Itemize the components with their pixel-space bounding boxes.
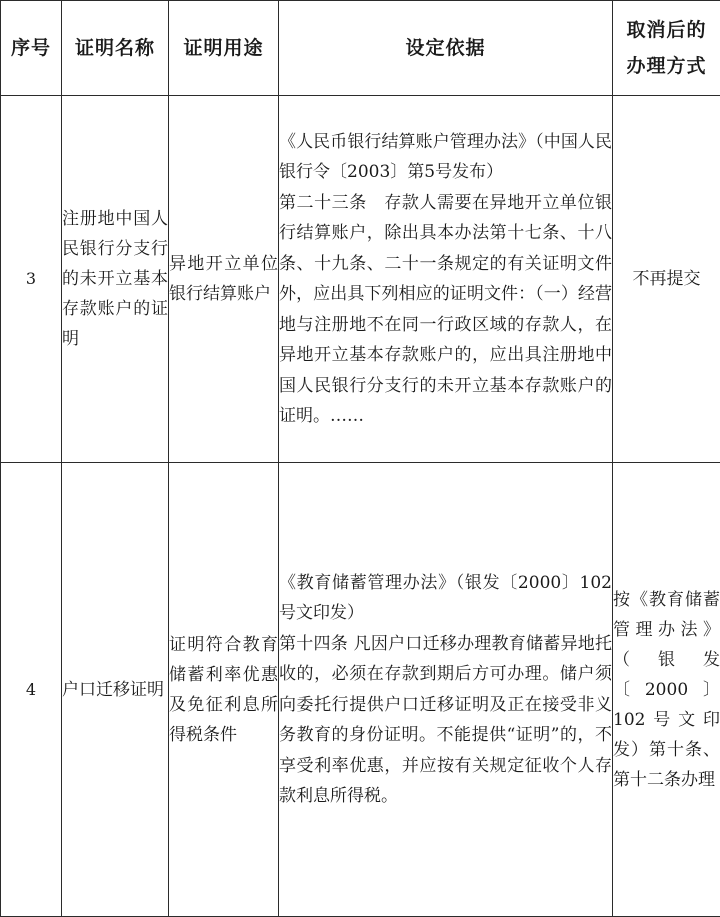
row-after: 不再提交 bbox=[613, 96, 720, 463]
table-row bbox=[1, 463, 720, 917]
header-after-line2: 办理方式 bbox=[613, 48, 720, 84]
header-basis: 设定依据 bbox=[279, 1, 613, 96]
row-seq: 4 bbox=[1, 463, 62, 917]
basis-article: 第二十三条 存款人需要在异地开立单位银行结算账户，除出具本办法第十七条、十八条、十九条、二十一条规定的有关证明文件外，应出具下列相应的证明文件：（一）经营地与注册地不在同一行政区域的存款人，在异地开立基本存款账户的，应出具注册地中国人民银行分支行的未开立基本存款账户的证明。…… bbox=[279, 188, 612, 432]
basis-source: 《教育储蓄管理办法》（银发〔2000〕102号文印发） bbox=[279, 568, 612, 629]
basis-source: 《人民币银行结算账户管理办法》（中国人民银行令〔2003〕第5号发布） bbox=[279, 127, 612, 188]
header-seq: 序号 bbox=[1, 1, 62, 96]
row-basis bbox=[279, 463, 613, 917]
row-cert-use: 异地开立单位银行结算账户 bbox=[169, 96, 279, 463]
row-cert-name: 注册地中国人民银行分支行的未开立基本存款账户的证明 bbox=[62, 96, 169, 463]
table-header-row bbox=[1, 1, 720, 96]
row-seq: 3 bbox=[1, 96, 62, 463]
header-after-line1: 取消后的 bbox=[613, 12, 720, 48]
header-after bbox=[613, 1, 720, 96]
header-use: 证明用途 bbox=[169, 1, 279, 96]
row-cert-use: 证明符合教育储蓄利率优惠及免征利息所得税条件 bbox=[169, 463, 279, 917]
row-cert-name: 户口迁移证明 bbox=[62, 463, 169, 917]
basis-article: 第十四条 凡因户口迁移办理教育储蓄异地托收的，必须在存款到期后方可办理。储户须向委托行提供户口迁移证明及正在接受非义务教育的身份证明。不能提供“证明”的，不享受利率优惠，并应按有关规定征收个人存款利息所得税。 bbox=[279, 629, 612, 812]
row-after: 按《教育储蓄管理办法》（银发〔2000〕102号文印发）第十条、第十二条办理 bbox=[613, 463, 720, 917]
table-row bbox=[1, 96, 720, 463]
header-name: 证明名称 bbox=[62, 1, 169, 96]
row-basis bbox=[279, 96, 613, 463]
